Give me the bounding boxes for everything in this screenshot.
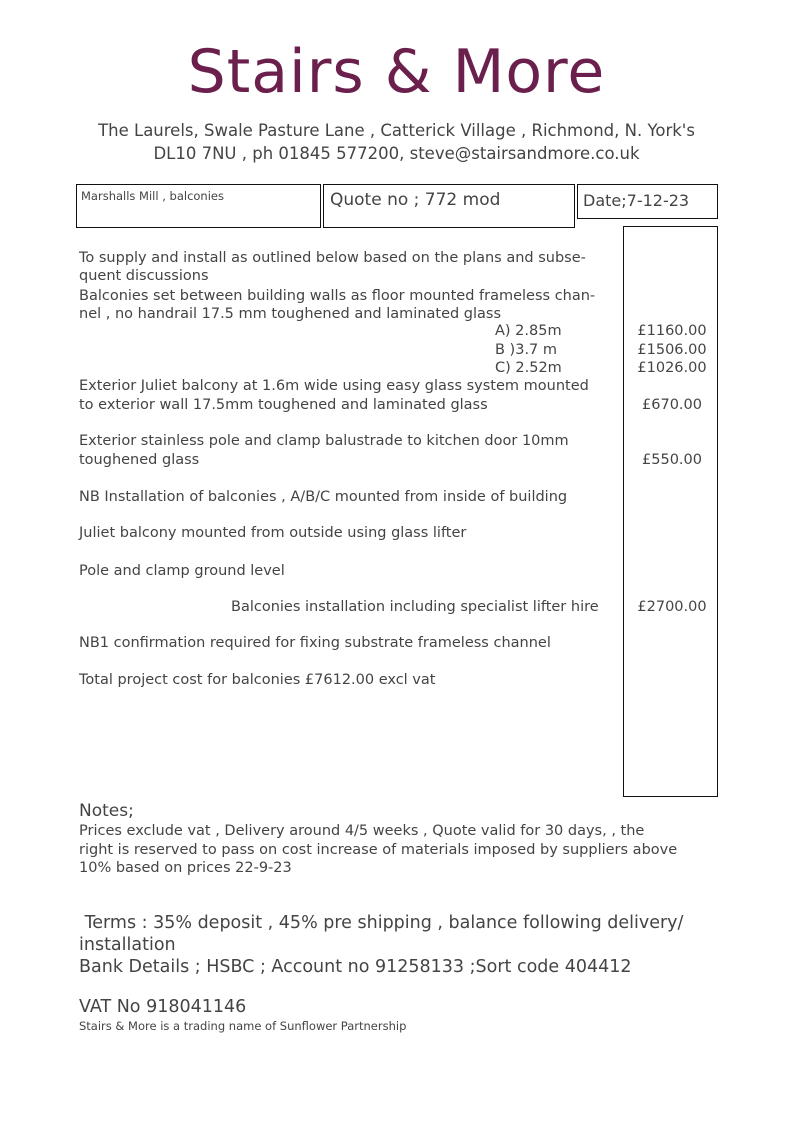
- price-juliet: £670.00: [642, 397, 702, 413]
- address-line-1: The Laurels, Swale Pasture Lane , Catterick Village , Richmond, N. York's: [98, 121, 695, 140]
- juliet-line-1: Exterior Juliet balcony at 1.6m wide using easy glass system mounted: [79, 378, 589, 394]
- balcony-size-c: C) 2.52m: [495, 360, 562, 376]
- juliet-line-2: to exterior wall 17.5mm toughened and laminated glass: [79, 397, 488, 413]
- quote-box: [323, 184, 575, 228]
- terms-line-1: Terms : 35% deposit , 45% pre shipping , balance following delivery/: [79, 913, 684, 933]
- quote-number: Quote no ; 772 mod: [330, 190, 501, 210]
- balcony-size-a: A) 2.85m: [495, 323, 562, 339]
- price-b: £1506.00: [637, 342, 707, 358]
- intro-line-2: quent discussions: [79, 268, 209, 284]
- notes-line-3: 10% based on prices 22-9-23: [79, 860, 292, 876]
- pole-line-1: Exterior stainless pole and clamp balustrade to kitchen door 10mm: [79, 433, 569, 449]
- pole-line-2: toughened glass: [79, 452, 200, 468]
- balconies-line-1: Balconies set between building walls as floor mounted frameless chan-: [79, 288, 596, 304]
- notes-line-1: Prices exclude vat , Delivery around 4/5 weeks , Quote valid for 30 days, , the: [79, 823, 645, 839]
- nb-installation: NB Installation of balconies , A/B/C mounted from inside of building: [79, 489, 568, 505]
- installation-hire: Balconies installation including specialist lifter hire: [231, 599, 599, 615]
- juliet-mounting: Juliet balcony mounted from outside using glass lifter: [79, 525, 467, 541]
- pole-ground-level: Pole and clamp ground level: [79, 563, 285, 579]
- price-pole: £550.00: [642, 452, 702, 468]
- terms-line-2: installation: [79, 935, 176, 955]
- vat-number: VAT No 918041146: [79, 997, 247, 1017]
- balcony-size-b: B )3.7 m: [495, 342, 558, 358]
- balconies-line-2: nel , no handrail 17.5 mm toughened and laminated glass: [79, 306, 502, 322]
- notes-heading: Notes;: [79, 801, 134, 821]
- bank-details: Bank Details ; HSBC ; Account no 91258133 ;Sort code 404412: [79, 957, 632, 977]
- price-installation: £2700.00: [637, 599, 707, 615]
- notes-line-2: right is reserved to pass on cost increase of materials imposed by suppliers above: [79, 842, 678, 858]
- project-box: [76, 184, 321, 228]
- project-name: Marshalls Mill , balconies: [81, 189, 224, 203]
- nb1-confirmation: NB1 confirmation required for fixing substrate frameless channel: [79, 635, 551, 651]
- date-box: [577, 184, 718, 219]
- price-a: £1160.00: [637, 323, 707, 339]
- trading-name: Stairs & More is a trading name of Sunflower Partnership: [79, 1019, 407, 1033]
- company-name: Stairs & More: [187, 37, 606, 107]
- intro-line-1: To supply and install as outlined below based on the plans and subse-: [79, 250, 586, 266]
- price-c: £1026.00: [637, 360, 707, 376]
- quote-date: Date;7-12-23: [583, 191, 690, 210]
- total-cost: Total project cost for balconies £7612.00 excl vat: [79, 672, 436, 688]
- price-column: [623, 226, 718, 797]
- address-line-2: DL10 7NU , ph 01845 577200, steve@stairsandmore.co.uk: [153, 144, 640, 163]
